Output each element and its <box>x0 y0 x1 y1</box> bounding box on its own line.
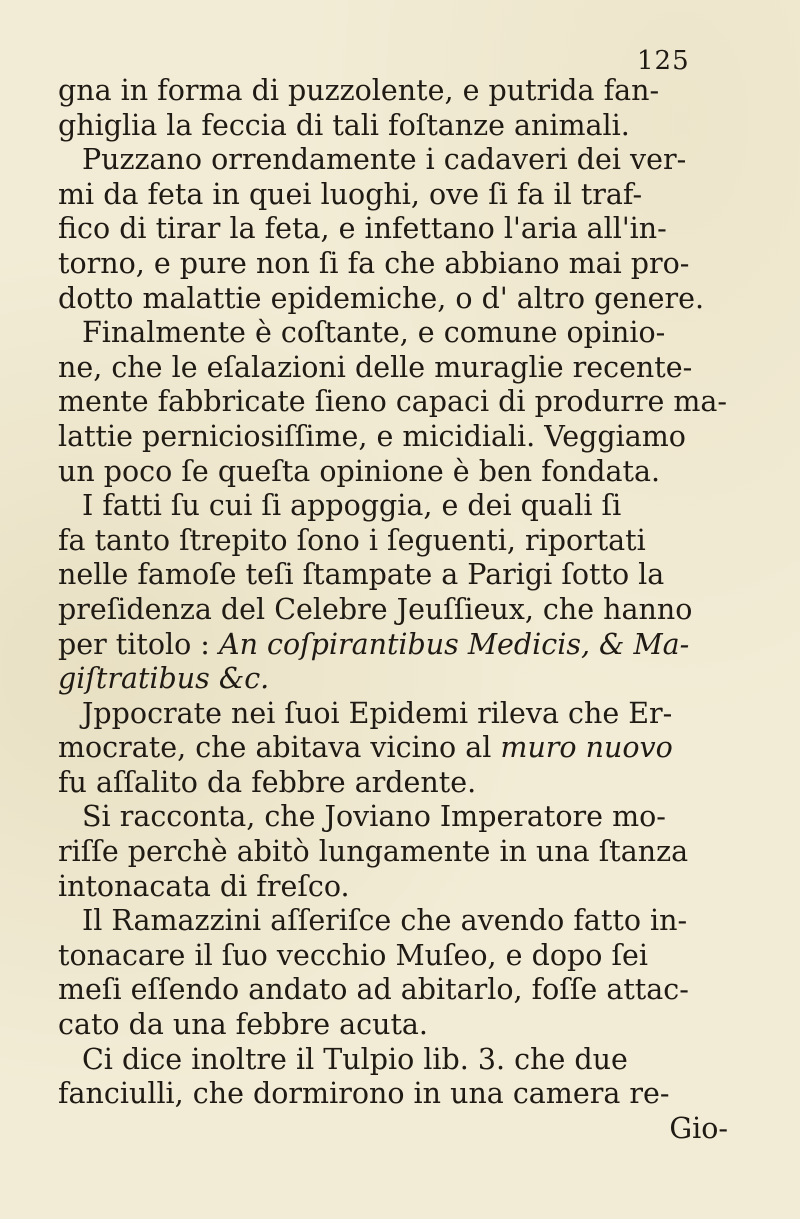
text-line: dotto malattie epidemiche, o d' altro genere. <box>58 281 705 315</box>
italic-title: An coſpirantibus Medicis, & Ma- <box>218 627 690 661</box>
text-line: nelle famoſe teſi ſtampate a Parigi ſotto la <box>58 558 665 592</box>
text-line <box>58 731 742 766</box>
text-line: ne, che le eſalazioni delle muraglie recente- <box>58 350 693 384</box>
text-line: mente fabbricate ſieno capaci di produrre ma- <box>58 385 728 419</box>
text-line: fico di tirar la feta, e infettano l'aria all'in- <box>58 212 667 246</box>
text-segment: mocrate, che abitava vicino al <box>58 731 492 765</box>
text-line: tonacare il ſuo vecchio Muſeo, e dopo ſei <box>58 938 648 972</box>
text-line: riſſe perchè abitò lungamente in una ſtanza <box>58 835 689 869</box>
text-line: lattie perniciosiſſime, e micidiali. Veggiamo <box>58 419 686 453</box>
text-segment: per titolo : <box>58 627 210 661</box>
italic-title-continued: giſtratibus &c. <box>58 662 270 696</box>
text-line: Il Ramazzini aſſeriſce che avendo fatto in- <box>82 904 688 938</box>
page-number: 125 <box>637 46 690 76</box>
italic-phrase: muro nuovo <box>500 731 673 765</box>
text-line: mi da feta in quei luoghi, ove ſi fa il traf- <box>58 177 643 211</box>
text-line: Finalmente è coſtante, e comune opinio- <box>82 316 666 350</box>
text-line: fanciulli, che dormirono in una camera re- <box>58 1077 670 1111</box>
text-line: gna in forma di puzzolente, e putrida fan- <box>58 74 660 107</box>
body-text <box>58 74 742 1146</box>
text-line: ghiglia la feccia di tali foſtanze animali. <box>58 108 630 142</box>
text-line: un poco ſe queſta opinione è ben fondata. <box>58 454 661 488</box>
text-line: meſi eſſendo andato ad abitarlo, foſſe attac- <box>58 973 689 1007</box>
catchword: Gio- <box>669 1111 728 1145</box>
text-line: torno, e pure non ſi fa che abbiano mai pro- <box>58 246 690 280</box>
text-line <box>58 628 742 663</box>
text-line: cato da una febbre acuta. <box>58 1008 428 1042</box>
text-line: intonacata di freſco. <box>58 869 350 903</box>
text-line: Jppocrate nei ſuoi Epidemi rileva che Er- <box>82 696 673 730</box>
text-line: I fatti ſu cui ſi appoggia, e dei quali ſi <box>82 489 622 523</box>
text-line: fa tanto ſtrepito ſono i ſeguenti, riportati <box>58 523 646 557</box>
text-line: Si racconta, che Joviano Imperatore mo- <box>82 800 666 834</box>
text-line: Ci dice inoltre il Tulpio lib. 3. che due <box>82 1042 628 1076</box>
text-line: fu aſſalito da febbre ardente. <box>58 765 477 799</box>
text-line: Puzzano orrendamente i cadaveri dei ver- <box>82 143 687 177</box>
text-line: preſidenza del Celebre Jeuſſieux, che hanno <box>58 592 693 626</box>
